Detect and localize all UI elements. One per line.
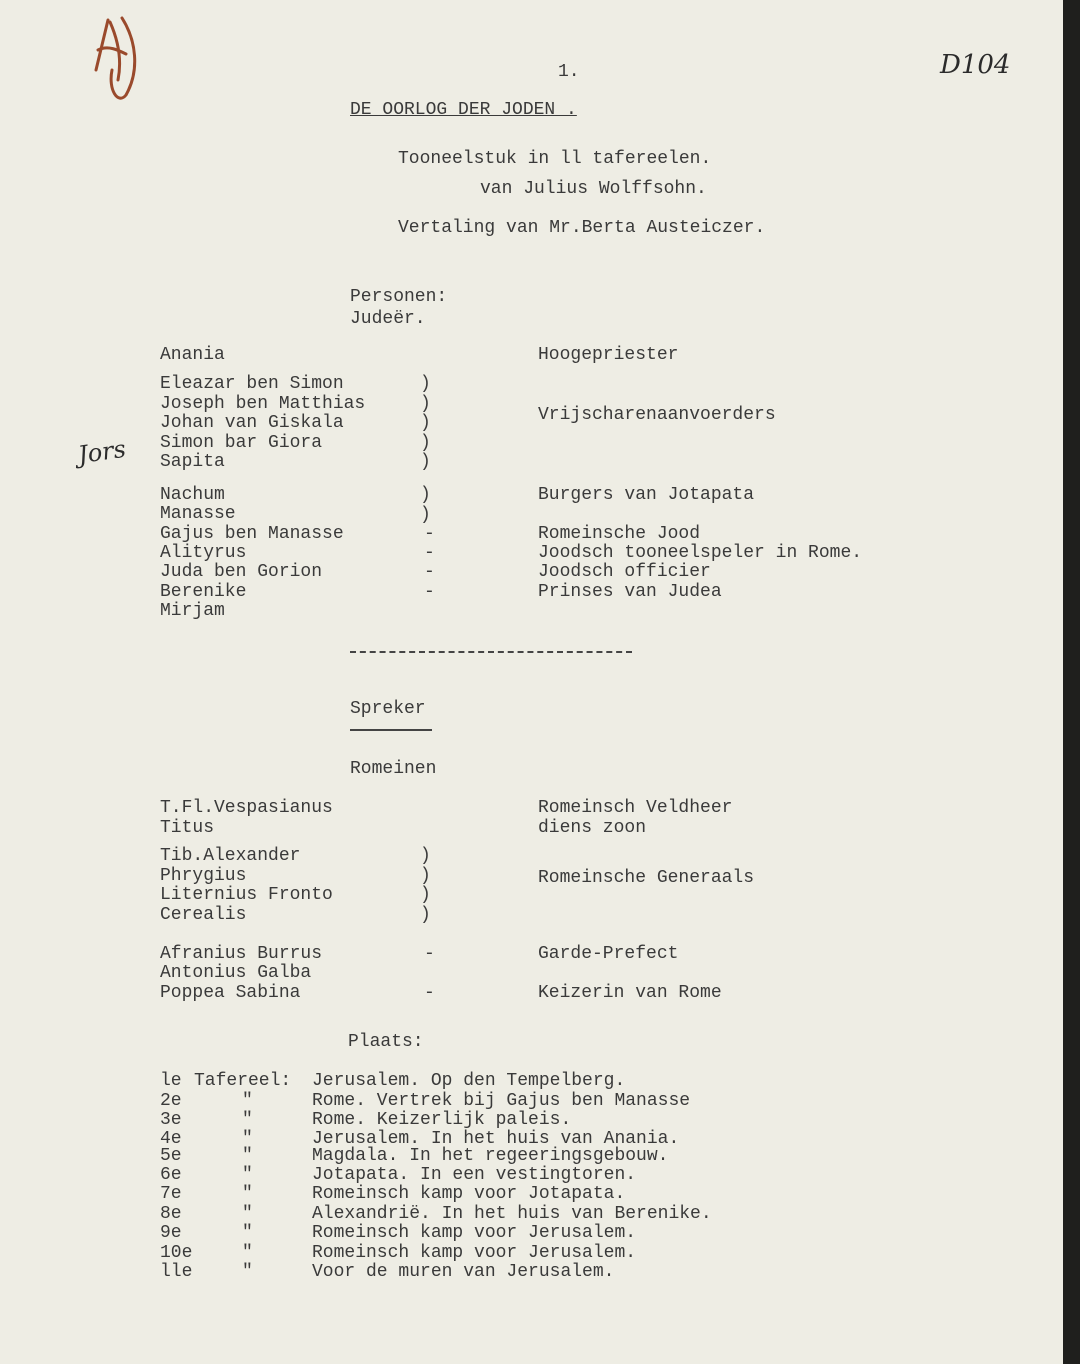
person-name: Poppea Sabina [160, 983, 301, 1003]
dash: - [424, 543, 435, 563]
person-name: Juda ben Gorion [160, 562, 323, 582]
scene-number: 2e [160, 1091, 182, 1111]
person-role: Hoogepriester [538, 345, 679, 365]
person-name: Titus [160, 818, 215, 838]
dashed-divider [350, 651, 632, 653]
person-name: Phrygius [160, 866, 247, 886]
judeer-heading: Judeër. [350, 309, 426, 329]
translation-credit: Vertaling van Mr.Berta Austeiczer. [398, 218, 766, 238]
person-name: Eleazar ben Simon [160, 374, 344, 394]
dash: - [424, 944, 435, 964]
person-name: Cerealis [160, 905, 247, 925]
scene-place: Magdala. In het regeeringsgebouw. [312, 1146, 669, 1166]
speaker-heading: Spreker [350, 699, 426, 719]
person-name: Manasse [160, 504, 236, 524]
scene-label: " [242, 1223, 253, 1243]
scene-label: " [242, 1110, 253, 1130]
person-role: Romeinsche Jood [538, 524, 701, 544]
margin-note: Jors [76, 434, 128, 470]
scene-label: Tafereel: [194, 1071, 292, 1091]
scene-number: 7e [160, 1184, 182, 1204]
dash: - [424, 983, 435, 1003]
speaker-underline [350, 729, 432, 731]
subtitle-author: van Julius Wolffsohn. [480, 179, 707, 199]
scan-edge [1063, 0, 1080, 1364]
person-role: Keizerin van Rome [538, 983, 722, 1003]
person-name: Joseph ben Matthias [160, 394, 366, 414]
person-name: Antonius Galba [160, 963, 312, 983]
person-role: Joodsch tooneelspeler in Rome. [538, 543, 863, 563]
scene-number: 10e [160, 1243, 193, 1263]
scene-label: " [242, 1184, 253, 1204]
scene-label: " [242, 1204, 253, 1224]
places-heading: Plaats: [348, 1032, 424, 1052]
person-name: Gajus ben Manasse [160, 524, 344, 544]
scene-place: Rome. Vertrek bij Gajus ben Manasse [312, 1091, 691, 1111]
scene-number: 6e [160, 1165, 182, 1185]
scene-place: Romeinsch kamp voor Jotapata. [312, 1184, 626, 1204]
group-role: Romeinsche Generaals [538, 868, 755, 888]
scene-label: " [242, 1262, 253, 1282]
scene-label: " [242, 1243, 253, 1263]
scene-label: " [242, 1129, 253, 1149]
person-name: Berenike [160, 582, 247, 602]
person-name: T.Fl.Vespasianus [160, 798, 333, 818]
scene-place: Alexandrië. In het huis van Berenike. [312, 1204, 712, 1224]
group-role: Burgers van Jotapata [538, 485, 755, 505]
dash: - [424, 562, 435, 582]
person-role: Joodsch officier [538, 562, 711, 582]
person-name: Johan van Giskala [160, 413, 344, 433]
scene-label: " [242, 1165, 253, 1185]
bracket: ) ) ) ) [420, 846, 431, 925]
scene-place: Jotapata. In een vestingtoren. [312, 1165, 637, 1185]
document-title: DE OORLOG DER JODEN . [350, 100, 577, 120]
bracket: ) ) ) ) ) [420, 374, 431, 472]
person-name: Alityrus [160, 543, 247, 563]
scene-number: 5e [160, 1146, 182, 1166]
scene-number: lle [160, 1262, 193, 1282]
scene-place: Jerusalem. Op den Tempelberg. [312, 1071, 626, 1091]
scene-label: " [242, 1091, 253, 1111]
scene-number: le [160, 1071, 182, 1091]
scene-place: Romeinsch kamp voor Jerusalem. [312, 1243, 637, 1263]
romans-heading: Romeinen [350, 759, 437, 779]
scene-number: 4e [160, 1129, 182, 1149]
group-role: Vrijscharenaanvoerders [538, 405, 776, 425]
person-name: Mirjam [160, 601, 225, 621]
person-name: Liternius Fronto [160, 885, 333, 905]
person-name: Anania [160, 345, 225, 365]
subtitle-play: Tooneelstuk in ll tafereelen. [398, 149, 712, 169]
scene-number: 9e [160, 1223, 182, 1243]
dash: - [424, 524, 435, 544]
scene-number: 3e [160, 1110, 182, 1130]
dash: - [424, 582, 435, 602]
persons-heading: Personen: [350, 287, 448, 307]
person-role: diens zoon [538, 818, 647, 838]
person-name: Sapita [160, 452, 225, 472]
page-number: 1. [558, 62, 580, 82]
scene-place: Romeinsch kamp voor Jerusalem. [312, 1223, 637, 1243]
scene-label: " [242, 1146, 253, 1166]
person-role: Prinses van Judea [538, 582, 722, 602]
person-name: Afranius Burrus [160, 944, 323, 964]
archive-mark: D104 [940, 50, 1011, 80]
person-name: Tib.Alexander [160, 846, 301, 866]
person-role: Garde-Prefect [538, 944, 679, 964]
scene-place: Rome. Keizerlijk paleis. [312, 1110, 572, 1130]
scene-place: Voor de muren van Jerusalem. [312, 1262, 615, 1282]
person-name: Simon bar Giora [160, 433, 323, 453]
person-role: Romeinsch Veldheer [538, 798, 733, 818]
ink-monogram-mark [78, 10, 148, 105]
scene-number: 8e [160, 1204, 182, 1224]
scene-place: Jerusalem. In het huis van Anania. [312, 1129, 680, 1149]
person-name: Nachum [160, 485, 225, 505]
bracket: ) ) [420, 485, 431, 525]
